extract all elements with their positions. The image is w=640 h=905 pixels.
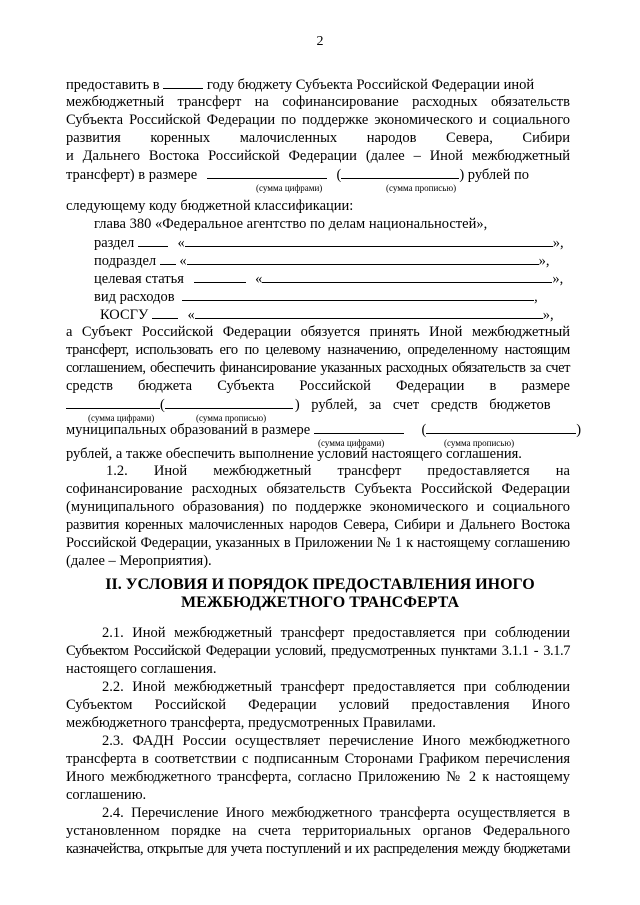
text-fragment: трансферт) в размере xyxy=(66,167,198,183)
code-blank xyxy=(152,306,178,319)
sum-digits-blank xyxy=(66,396,160,409)
classification-target-article xyxy=(94,270,570,288)
field-label: раздел xyxy=(94,235,135,251)
text-fragment: ( xyxy=(421,422,427,438)
paragraph-line: межбюджетного трансферта, предусмотренных Правилами. xyxy=(66,715,436,731)
paragraph-line xyxy=(66,166,570,184)
paragraph-line: 2.1. Иной межбюджетный трансферт предоставляется при соблюдении xyxy=(102,625,570,641)
paragraph-line xyxy=(66,76,570,94)
page-number: 2 xyxy=(316,34,324,49)
caption-sum-words: (сумма прописью) xyxy=(386,183,457,193)
text-fragment: ) xyxy=(576,422,582,438)
name-blank xyxy=(195,306,543,319)
paragraph-line: софинансирование расходных обязательств Субъекта Российской Федерации xyxy=(66,481,570,497)
sum-words-blank xyxy=(341,166,459,179)
paragraph-line: трансферт, использовать его по целевому назначению, определенному настоящим xyxy=(66,342,570,358)
caption-sum-digits: (сумма цифрами) xyxy=(256,183,323,193)
code-blank xyxy=(194,270,246,283)
paragraph-line: межбюджетный трансферт на софинансирование расходных обязательств xyxy=(66,94,570,110)
classification-intro: следующему коду бюджетной классификации: xyxy=(66,198,354,214)
paragraph-line xyxy=(66,396,570,414)
quote-close: », xyxy=(552,271,564,287)
caption-sum-digits: (сумма цифрами) xyxy=(318,438,385,448)
text-fragment: году бюджету Субъекта Российской Федерации иной xyxy=(206,77,535,93)
text-fragment: предоставить в xyxy=(66,77,160,93)
paragraph-line: Субъектом Российской Федерации условий предоставления Иного xyxy=(66,697,570,713)
name-blank xyxy=(187,252,539,265)
quote-open: « xyxy=(179,253,187,269)
quote-close: », xyxy=(552,235,564,251)
classification-subsection xyxy=(94,252,570,270)
name-blank xyxy=(185,234,553,247)
classification-expense-type: вид расходов , xyxy=(94,289,538,305)
section-heading: МЕЖБЮДЖЕТНОГО ТРАНСФЕРТА xyxy=(180,594,460,611)
code-blank xyxy=(160,252,176,265)
paragraph-line: трансферта в соответствии с подписанным Сторонами Графиком перечисления xyxy=(66,751,570,767)
text-fragment: ) рублей, за счет средств бюджетов xyxy=(294,397,551,413)
paragraph-line: развития коренных малочисленных народов Севера, Сибири xyxy=(66,130,570,146)
paragraph-line: (муниципального образования) по поддержке экономического и социального xyxy=(66,499,570,515)
paragraph-line: 2.3. ФАДН России осуществляет перечисление Иного межбюджетного xyxy=(102,733,570,749)
field-label: вид расходов xyxy=(94,289,175,305)
name-blank xyxy=(262,270,552,283)
paragraph-line: средств бюджета Субъекта Российской Федерации в размере xyxy=(66,378,570,394)
paragraph-line: и Дальнего Востока Российской Федерации (далее – Иной межбюджетный xyxy=(66,148,570,164)
paragraph-line: а Субъект Российской Федерации обязуется принять Иной межбюджетный xyxy=(66,324,570,340)
text-fragment: ) рублей по xyxy=(459,167,529,183)
text-fragment: ( xyxy=(160,397,165,413)
classification-kosgu xyxy=(94,306,570,324)
quote-close: », xyxy=(538,253,550,269)
paragraph-line: Иного межбюджетного трансферта, согласно Приложению № 2 к настоящему xyxy=(66,769,570,785)
paragraph-line: развития коренных малочисленных народов Севера, Сибири и Дальнего Востока xyxy=(66,517,570,533)
paragraph-line: Субъектом Российской Федерации условий, предусмотренных пунктами 3.1.1 - 3.1.7 xyxy=(66,643,570,659)
quote-open: « xyxy=(177,235,185,251)
paragraph-line: рублей, а также обеспечить выполнение условий настоящего соглашения. xyxy=(66,446,522,462)
paragraph-line xyxy=(66,421,582,439)
code-blank xyxy=(138,234,168,247)
paragraph-line: соглашением, обеспечить финансирование указанных расходных обязательств за счет xyxy=(66,360,570,376)
sum-digits-blank xyxy=(314,421,404,434)
year-blank xyxy=(163,76,203,89)
quote-open: « xyxy=(255,271,263,287)
paragraph-line: соглашению. xyxy=(66,787,147,803)
paragraph-line: установленном порядке на счета территориальных органов Федерального xyxy=(66,823,570,839)
paragraph-line: казначейства, открытые для учета поступлений и их распределения между бюджетами xyxy=(66,841,570,857)
section-heading: II. УСЛОВИЯ И ПОРЯДОК ПРЕДОСТАВЛЕНИЯ ИНОГО xyxy=(105,576,535,593)
paragraph-line: настоящего соглашения. xyxy=(66,661,217,677)
field-label: целевая статья xyxy=(94,271,184,287)
caption-sum-digits: (сумма цифрами) xyxy=(88,413,155,423)
caption-sum-words: (сумма прописью) xyxy=(444,438,515,448)
quote-open: « xyxy=(187,307,195,323)
paragraph-line: (далее – Мероприятия). xyxy=(66,553,212,569)
text-fragment: ( xyxy=(336,167,342,183)
paragraph-line: 2.2. Иной межбюджетный трансферт предоставляется при соблюдении xyxy=(102,679,570,695)
classification-section xyxy=(94,234,570,252)
name-blank xyxy=(182,288,534,301)
text-fragment: муниципальных образований в размере xyxy=(66,422,311,438)
caption-sum-words: (сумма прописью) xyxy=(196,413,267,423)
paragraph-line: Российской Федерации, указанных в Приложении № 1 к настоящему соглашению xyxy=(66,535,570,551)
paragraph-line: 1.2. Иной межбюджетный трансферт предоставляется на xyxy=(106,463,570,479)
classification-chapter: глава 380 «Федеральное агентство по делам национальностей», xyxy=(94,216,488,232)
sum-words-blank xyxy=(165,396,293,409)
quote-close: », xyxy=(542,307,554,323)
paragraph-line: 2.4. Перечисление Иного межбюджетного трансферта осуществляется в xyxy=(102,805,570,821)
field-label: подраздел xyxy=(94,253,157,269)
sum-words-blank xyxy=(426,421,576,434)
paragraph-line: Субъекта Российской Федерации по поддержке экономического и социального xyxy=(66,112,570,128)
field-label: КОСГУ xyxy=(100,307,149,323)
sum-digits-blank xyxy=(207,166,327,179)
